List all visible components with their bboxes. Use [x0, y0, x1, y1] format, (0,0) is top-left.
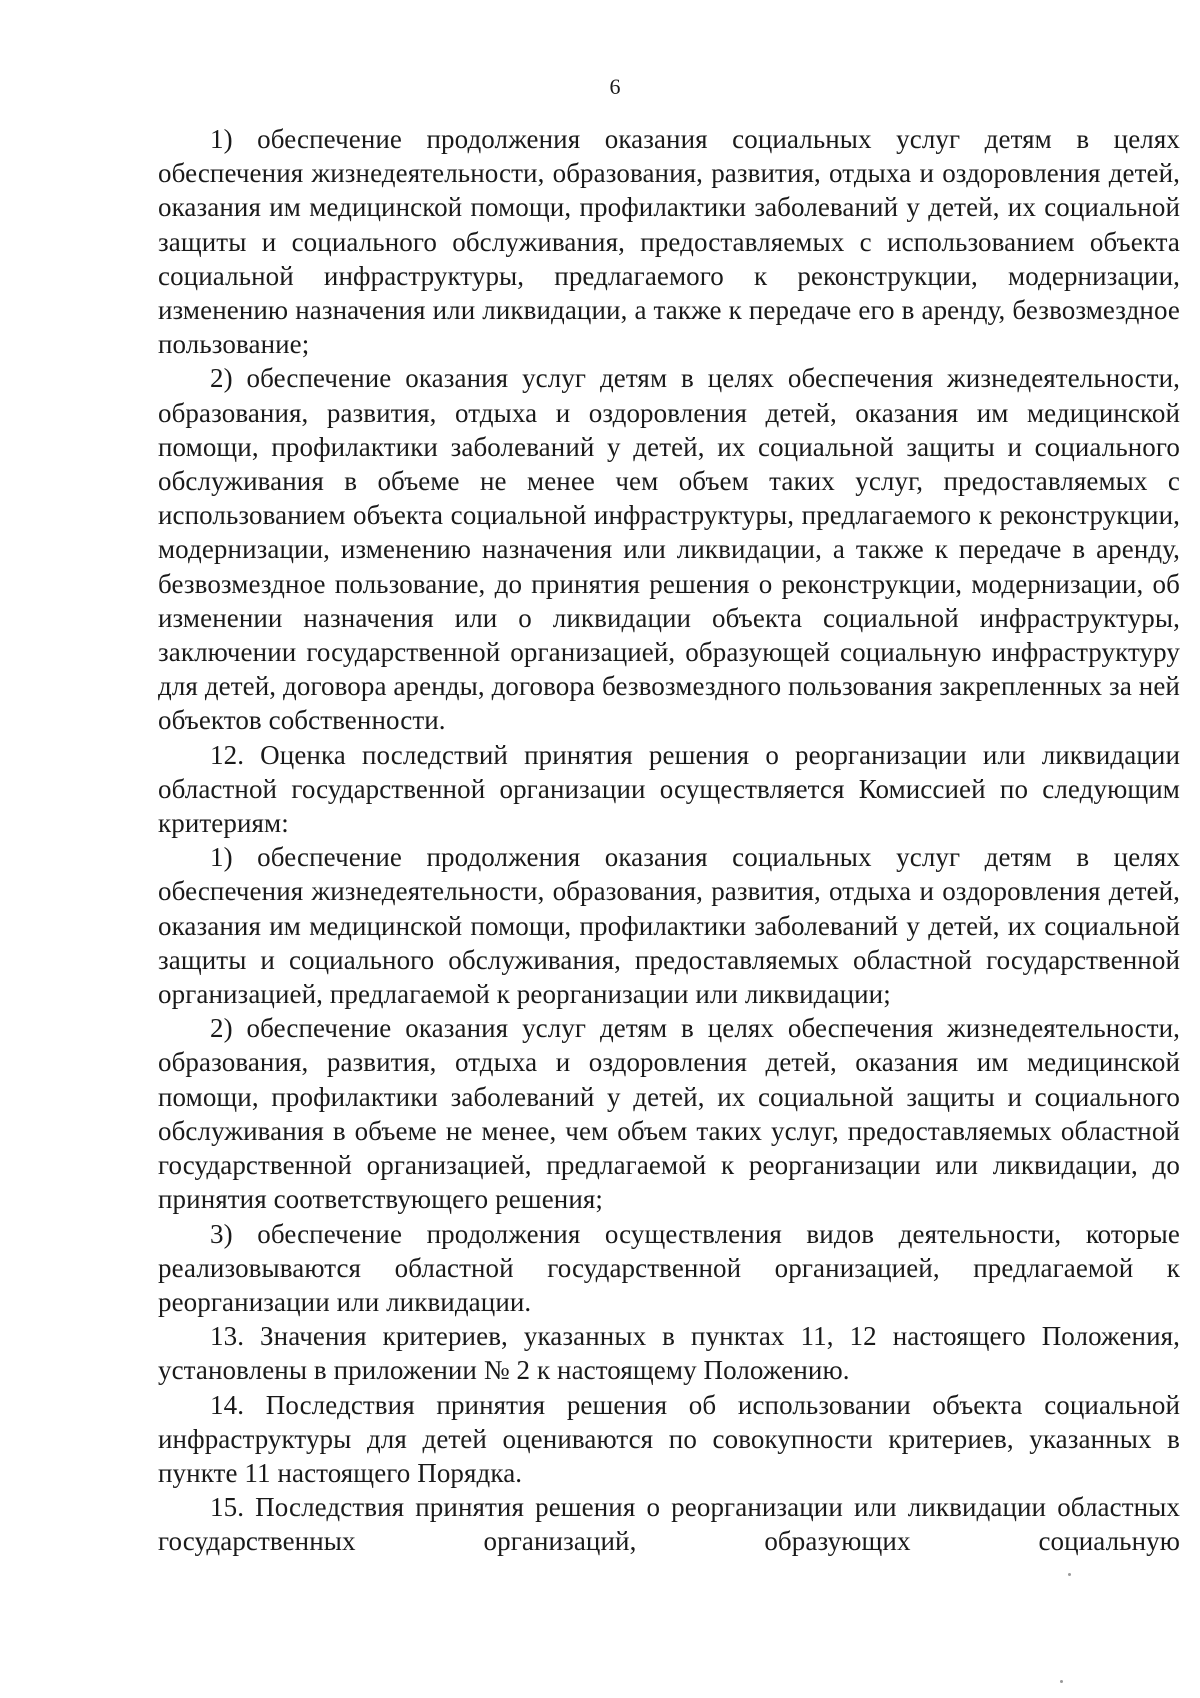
paragraph-15: 15. Последствия принятия решения о реорганизации или ликвидации областных государственных организаций, образующих социальную — [158, 1492, 1180, 1557]
paragraph-13: 13. Значения критериев, указанных в пунктах 11, 12 настоящего Положения, установлены в приложении № 2 к настоящему Положению. — [158, 1321, 1180, 1386]
paragraph-12-1: 1) обеспечение продолжения оказания социальных услуг детям в целях обеспечения жизнедеятельности, образования, развития, отдыха и оздоровления детей, оказания им медицинской помощи, профилактики заболеваний у детей, их социальной защиты и социального обслуживания, предоставляемых областной государственной организацией, предлагаемой к реорганизации или ликвидации; — [158, 842, 1180, 1010]
paragraph-11-2: 2) обеспечение оказания услуг детям в целях обеспечения жизнедеятельности, образования, развития, отдыха и оздоровления детей, оказания им медицинской помощи, профилактики заболеваний у детей, их социальной защиты и социального обслуживания в объеме не менее чем объем таких услуг, предоставляемых с использованием объекта социальной инфраструктуры, предлагаемого к реконструкции, модернизации, изменению назначения или ликвидации, а также к передаче в аренду, безвозмездное пользование, до принятия решения о реконструкции, модернизации, об изменении назначения или о ликвидации объекта социальной инфраструктуры, заключении государственной организацией, образующей социальную инфраструктуру для детей, договора аренды, договора безвозмездного пользования закрепленных за ней объектов собственности. — [158, 363, 1180, 736]
paragraph-12-2: 2) обеспечение оказания услуг детям в целях обеспечения жизнедеятельности, образования, развития, отдыха и оздоровления детей, оказания им медицинской помощи, профилактики заболеваний у детей, их социальной защиты и социального обслуживания в объеме не менее, чем объем таких услуг, предоставляемых областной государственной организацией, предлагаемой к реорганизации или ликвидации, до принятия соответствующего решения; — [158, 1013, 1180, 1215]
paragraph-12: 12. Оценка последствий принятия решения о реорганизации или ликвидации областной государственной организации осуществляется Комиссией по следующим критериям: — [158, 739, 1180, 839]
scan-speck — [1060, 1680, 1063, 1683]
scan-speck — [1068, 1573, 1071, 1576]
paragraph-14: 14. Последствия принятия решения об использовании объекта социальной инфраструктуры для детей оцениваются по совокупности критериев, указанных в пункте 11 настоящего Порядка. — [158, 1389, 1180, 1488]
document-body — [158, 122, 1180, 1559]
page-number: 6 — [609, 74, 621, 99]
paragraph-12-3: 3) обеспечение продолжения осуществления видов деятельности, которые реализовываются областной государственной организацией, предлагаемой к реорганизации или ликвидации. — [158, 1218, 1180, 1317]
paragraph-11-1: 1) обеспечение продолжения оказания социальных услуг детям в целях обеспечения жизнедеятельности, образования, развития, отдыха и оздоровления детей, оказания им медицинской помощи, профилактики заболеваний у детей, их социальной защиты и социального обслуживания, предоставляемых с использованием объекта социальной инфраструктуры, предлагаемого к реконструкции, модернизации, изменению назначения или ликвидации, а также к передаче его в аренду, безвозмездное пользование; — [158, 124, 1180, 360]
